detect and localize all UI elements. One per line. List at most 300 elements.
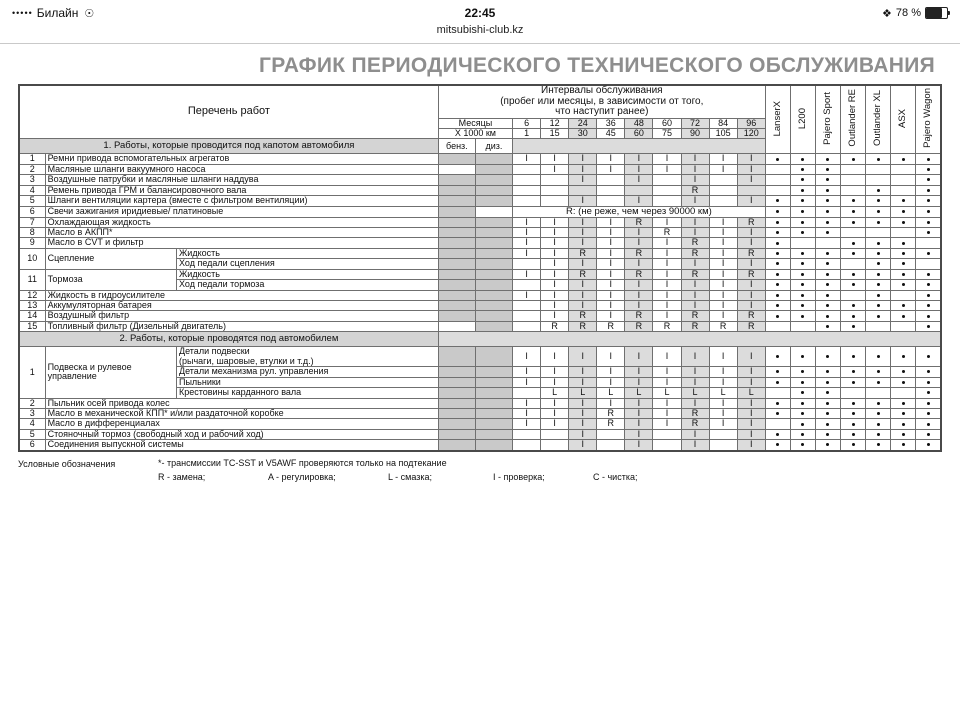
- interval-cell-empty: [709, 440, 737, 451]
- vehicle-dot: [790, 419, 815, 429]
- months-value-0: 6: [513, 118, 541, 128]
- interval-mark: I: [709, 227, 737, 237]
- legend-title: Условные обозначения: [18, 458, 116, 469]
- table-row[interactable]: [19, 398, 941, 408]
- table-row[interactable]: [19, 248, 941, 258]
- interval-mark: I: [625, 301, 653, 311]
- interval-mark: I: [625, 290, 653, 300]
- row-number: 5: [19, 196, 45, 206]
- interval-mark: I: [625, 175, 653, 185]
- interval-cell-empty: [513, 280, 541, 290]
- interval-mark: I: [541, 248, 569, 258]
- vehicle-dot-empty: [841, 185, 866, 195]
- interval-mark: I: [737, 290, 765, 300]
- interval-mark: I: [541, 398, 569, 408]
- vehicle-dot-empty: [765, 419, 790, 429]
- row-label: Масляные шланги вакуумного насоса: [45, 164, 438, 174]
- fuel-diesel-cell: [475, 164, 512, 174]
- vehicle-dot: [841, 311, 866, 321]
- interval-mark: I: [625, 367, 653, 377]
- row-sublabel: Пыльники: [176, 377, 438, 387]
- vehicle-dot: [765, 259, 790, 269]
- vehicle-dot-empty: [841, 259, 866, 269]
- vehicle-dot: [866, 398, 891, 408]
- interval-mark: I: [625, 280, 653, 290]
- legend-key-a: A - регулировка;: [268, 471, 336, 482]
- interval-cell-empty: [513, 311, 541, 321]
- interval-cell-empty: [513, 164, 541, 174]
- row-label: Подвеска и рулевое управление: [45, 347, 176, 398]
- interval-mark: I: [653, 259, 681, 269]
- vehicle-dot-empty: [765, 164, 790, 174]
- row-label: Соединения выпускной системы: [45, 440, 438, 451]
- interval-mark: I: [625, 347, 653, 367]
- table-row[interactable]: [19, 301, 941, 311]
- vehicle-dot: [790, 196, 815, 206]
- fuel-petrol-cell: [438, 290, 475, 300]
- works-header: Перечень работ: [19, 85, 438, 139]
- fuel-petrol-cell: [438, 196, 475, 206]
- vehicle-dot: [841, 429, 866, 439]
- vehicle-dot: [916, 311, 941, 321]
- table-row[interactable]: [19, 217, 941, 227]
- vehicle-dot: [841, 196, 866, 206]
- vehicle-dot: [765, 206, 790, 217]
- interval-cell-empty: [709, 185, 737, 195]
- interval-mark: I: [597, 217, 625, 227]
- vehicle-dot: [815, 217, 840, 227]
- legend-key-i: I - проверка;: [493, 471, 545, 482]
- clock-label: 22:45: [464, 6, 496, 20]
- vehicle-dot: [916, 440, 941, 451]
- interval-mark: R: [541, 321, 569, 331]
- row-number: 12: [19, 290, 45, 300]
- interval-mark: I: [569, 440, 597, 451]
- interval-mark: I: [625, 408, 653, 418]
- fuel-petrol-cell: [438, 217, 475, 227]
- vehicle-dot: [790, 367, 815, 377]
- row-label: Ремень привода ГРМ и балансировочного вала: [45, 185, 438, 195]
- fuel-diesel-cell: [475, 217, 512, 227]
- vehicle-dot: [765, 311, 790, 321]
- row-sublabel: Крестовины карданного вала: [176, 388, 438, 398]
- interval-mark: I: [653, 377, 681, 387]
- vehicle-dot: [866, 377, 891, 387]
- interval-mark: I: [625, 164, 653, 174]
- interval-mark: I: [513, 269, 541, 279]
- interval-mark: I: [569, 175, 597, 185]
- interval-cell-empty: [653, 185, 681, 195]
- interval-mark: I: [597, 311, 625, 321]
- fuel-petrol-cell: [438, 301, 475, 311]
- legend-body: [158, 458, 942, 482]
- vehicle-dot: [815, 206, 840, 217]
- interval-cell-empty: [513, 196, 541, 206]
- table-row[interactable]: [19, 408, 941, 418]
- interval-mark: I: [709, 301, 737, 311]
- row-label: Воздушный фильтр: [45, 311, 438, 321]
- interval-mark: I: [597, 238, 625, 248]
- vehicle-dot: [765, 269, 790, 279]
- vehicle-dot: [866, 419, 891, 429]
- vehicle-dot: [815, 185, 840, 195]
- vehicle-dot: [916, 185, 941, 195]
- vehicle-dot: [815, 419, 840, 429]
- row-label: Свечи зажигания иридиевые/ платиновые: [45, 206, 438, 217]
- row-number: 15: [19, 321, 45, 331]
- vehicle-dot: [891, 301, 916, 311]
- vehicle-dot: [916, 367, 941, 377]
- vehicle-dot: [815, 227, 840, 237]
- interval-cell-empty: [653, 429, 681, 439]
- vehicle-dot-empty: [765, 185, 790, 195]
- months-value-8: 96: [737, 118, 765, 128]
- interval-cell-empty: [569, 185, 597, 195]
- row-label: Ремни привода вспомогательных агрегатов: [45, 154, 438, 164]
- vehicle-dot-empty: [866, 388, 891, 398]
- intervals-header-line1: Интервалы обслуживания: [541, 85, 663, 96]
- vehicle-dot: [815, 408, 840, 418]
- interval-mark: I: [737, 377, 765, 387]
- row-label: Масло в дифференциалах: [45, 419, 438, 429]
- vehicle-dot: [916, 398, 941, 408]
- interval-mark: I: [513, 367, 541, 377]
- interval-mark: I: [513, 377, 541, 387]
- interval-mark: I: [737, 398, 765, 408]
- table-row[interactable]: [19, 196, 941, 206]
- row-number: 10: [19, 248, 45, 269]
- vehicle-dot-empty: [765, 388, 790, 398]
- vehicle-dot: [916, 248, 941, 258]
- fuel-petrol-cell: [438, 259, 475, 269]
- interval-mark: I: [569, 419, 597, 429]
- vehicle-dot: [866, 429, 891, 439]
- row-number: 6: [19, 440, 45, 451]
- interval-mark: I: [737, 196, 765, 206]
- interval-mark: I: [653, 419, 681, 429]
- row-number: 3: [19, 408, 45, 418]
- interval-mark: I: [541, 164, 569, 174]
- table-row[interactable]: [19, 185, 941, 195]
- interval-mark: I: [569, 164, 597, 174]
- interval-mark: R: [681, 408, 709, 418]
- interval-mark: I: [709, 164, 737, 174]
- interval-mark: R: [737, 248, 765, 258]
- fuel-diesel-cell: [475, 248, 512, 258]
- table-row[interactable]: [19, 290, 941, 300]
- table-row[interactable]: [19, 175, 941, 185]
- interval-cell-empty: [513, 388, 541, 398]
- fuel-diesel-cell: [475, 301, 512, 311]
- table-row[interactable]: [19, 440, 941, 451]
- vehicle-dot-empty: [891, 175, 916, 185]
- vehicle-column-lanserx: LanserX: [765, 85, 790, 154]
- table-row[interactable]: [19, 419, 941, 429]
- interval-mark: I: [653, 238, 681, 248]
- vehicle-dot-empty: [866, 321, 891, 331]
- interval-mark: I: [513, 238, 541, 248]
- interval-mark: I: [569, 301, 597, 311]
- fuel-petrol-cell: [438, 227, 475, 237]
- row-label: Охлаждающая жидкость: [45, 217, 438, 227]
- interval-mark: R: [569, 321, 597, 331]
- row-number: 7: [19, 217, 45, 227]
- fuel-diesel-cell: [475, 398, 512, 408]
- fuel-petrol-cell: [438, 238, 475, 248]
- fuel-diesel-cell: [475, 321, 512, 331]
- intervals-header: [438, 85, 765, 118]
- interval-mark: I: [625, 419, 653, 429]
- interval-merged-note: R: (не реже, чем через 90000 км): [513, 206, 766, 217]
- interval-cell-empty: [541, 196, 569, 206]
- km-value-3: 45: [597, 128, 625, 138]
- months-label: Месяцы: [438, 118, 512, 128]
- vehicle-dot: [841, 398, 866, 408]
- vehicle-dot: [916, 377, 941, 387]
- interval-mark: L: [597, 388, 625, 398]
- interval-mark: L: [541, 388, 569, 398]
- fuel-petrol-cell: [438, 377, 475, 387]
- interval-mark: I: [653, 290, 681, 300]
- table-row[interactable]: [19, 347, 941, 367]
- legend-keys: [158, 472, 942, 482]
- interval-mark: I: [737, 347, 765, 367]
- vehicle-dot: [841, 269, 866, 279]
- interval-mark: I: [737, 175, 765, 185]
- km-value-5: 75: [653, 128, 681, 138]
- row-number: 1: [19, 154, 45, 164]
- interval-mark: I: [541, 290, 569, 300]
- interval-mark: I: [541, 217, 569, 227]
- address-bar[interactable]: [0, 24, 960, 41]
- interval-mark: I: [597, 398, 625, 408]
- interval-mark: R: [625, 248, 653, 258]
- row-sublabel: Жидкость: [176, 248, 438, 258]
- vehicle-dot: [916, 154, 941, 164]
- vehicle-dot: [765, 347, 790, 367]
- interval-mark: I: [709, 408, 737, 418]
- interval-mark: I: [681, 347, 709, 367]
- interval-mark: I: [737, 227, 765, 237]
- vehicle-dot: [790, 217, 815, 227]
- vehicle-dot: [891, 429, 916, 439]
- interval-mark: R: [625, 217, 653, 227]
- interval-mark: I: [569, 367, 597, 377]
- fuel-petrol-cell: [438, 440, 475, 451]
- row-label: Шланги вентиляции картера (вместе с фильтром вентиляции): [45, 196, 438, 206]
- interval-mark: R: [625, 321, 653, 331]
- row-label: Воздушные патрубки и масляные шланги наддува: [45, 175, 438, 185]
- vehicle-dot: [765, 377, 790, 387]
- legend: [18, 458, 942, 482]
- row-sublabel: Ход педали тормоза: [176, 280, 438, 290]
- vehicle-dot: [866, 259, 891, 269]
- vehicle-column-pajero-sport: Pajero Sport: [815, 85, 840, 154]
- interval-cell-empty: [541, 175, 569, 185]
- interval-mark: I: [681, 367, 709, 377]
- vehicle-dot: [866, 185, 891, 195]
- interval-mark: R: [597, 408, 625, 418]
- vehicle-dot: [891, 311, 916, 321]
- vehicle-dot: [891, 248, 916, 258]
- months-value-7: 84: [709, 118, 737, 128]
- table-row[interactable]: [19, 429, 941, 439]
- interval-mark: L: [569, 388, 597, 398]
- vehicle-dot-empty: [765, 321, 790, 331]
- interval-mark: I: [653, 311, 681, 321]
- table-row[interactable]: [19, 164, 941, 174]
- interval-mark: I: [681, 429, 709, 439]
- vehicle-dot-empty: [916, 238, 941, 248]
- row-sublabel: Жидкость: [176, 269, 438, 279]
- interval-mark: I: [709, 398, 737, 408]
- vehicle-dot: [765, 227, 790, 237]
- row-number: 4: [19, 419, 45, 429]
- interval-mark: I: [681, 217, 709, 227]
- row-label: Аккумуляторная батарея: [45, 301, 438, 311]
- vehicle-dot: [765, 301, 790, 311]
- vehicle-dot: [790, 347, 815, 367]
- interval-mark: I: [597, 301, 625, 311]
- vehicle-dot: [916, 290, 941, 300]
- interval-mark: R: [653, 321, 681, 331]
- interval-mark: I: [513, 408, 541, 418]
- row-number: 1: [19, 347, 45, 398]
- row-number: 3: [19, 175, 45, 185]
- interval-mark: R: [681, 311, 709, 321]
- vehicle-dot: [790, 206, 815, 217]
- interval-mark: R: [709, 321, 737, 331]
- vehicle-dot: [891, 367, 916, 377]
- interval-cell-empty: [513, 175, 541, 185]
- table-row[interactable]: [19, 227, 941, 237]
- vehicle-dot: [841, 367, 866, 377]
- row-label: Пыльник осей привода колес: [45, 398, 438, 408]
- vehicle-dot: [790, 164, 815, 174]
- km-value-4: 60: [625, 128, 653, 138]
- vehicle-dot: [815, 248, 840, 258]
- table-row[interactable]: [19, 206, 941, 217]
- fuel-diesel-cell: [475, 238, 512, 248]
- section-title-2: 2. Работы, которые проводятся под автомобилем: [19, 332, 438, 347]
- vehicle-dot: [891, 269, 916, 279]
- row-number: 5: [19, 429, 45, 439]
- months-value-6: 72: [681, 118, 709, 128]
- interval-cell-empty: [597, 429, 625, 439]
- interval-mark: I: [541, 311, 569, 321]
- signal-strength-icon: •••••: [12, 7, 33, 18]
- fuel-petrol-cell: [438, 347, 475, 367]
- vehicle-dot-empty: [866, 227, 891, 237]
- vehicle-dot: [815, 196, 840, 206]
- table-row[interactable]: [19, 238, 941, 248]
- table-head: [19, 85, 941, 154]
- interval-mark: I: [709, 217, 737, 227]
- vehicle-dot: [790, 280, 815, 290]
- vehicle-dot: [815, 347, 840, 367]
- row-number: 6: [19, 206, 45, 217]
- vehicle-dot: [790, 398, 815, 408]
- vehicle-dot: [866, 280, 891, 290]
- interval-cell-empty: [513, 321, 541, 331]
- interval-mark: I: [569, 398, 597, 408]
- vehicle-dot-empty: [841, 388, 866, 398]
- vehicle-dot: [790, 290, 815, 300]
- section-header-row: [19, 332, 941, 347]
- interval-mark: L: [709, 388, 737, 398]
- row-number: 13: [19, 301, 45, 311]
- interval-mark: I: [513, 227, 541, 237]
- interval-mark: I: [709, 419, 737, 429]
- interval-cell-empty: [513, 429, 541, 439]
- interval-mark: I: [569, 280, 597, 290]
- table-row[interactable]: [19, 321, 941, 331]
- table-row[interactable]: [19, 154, 941, 164]
- fuel-diesel-cell: [475, 185, 512, 195]
- interval-mark: I: [653, 301, 681, 311]
- interval-mark: I: [709, 311, 737, 321]
- fuel-petrol-cell: [438, 154, 475, 164]
- interval-mark: I: [625, 238, 653, 248]
- interval-mark: R: [737, 217, 765, 227]
- bluetooth-icon: ❖: [882, 7, 892, 20]
- interval-mark: I: [709, 269, 737, 279]
- interval-mark: I: [709, 238, 737, 248]
- status-bar-left: [12, 6, 94, 20]
- fuel-petrol-cell: [438, 248, 475, 258]
- interval-mark: I: [681, 227, 709, 237]
- vehicle-dot: [815, 398, 840, 408]
- row-sublabel: [176, 347, 438, 367]
- row-number: 2: [19, 164, 45, 174]
- interval-mark: I: [737, 367, 765, 377]
- row-number: 11: [19, 269, 45, 290]
- vehicle-dot: [866, 154, 891, 164]
- interval-mark: I: [737, 238, 765, 248]
- vehicle-dot: [765, 154, 790, 164]
- vehicle-dot: [916, 429, 941, 439]
- interval-cell-empty: [653, 196, 681, 206]
- vehicle-dot: [815, 367, 840, 377]
- fuel-petrol-cell: [438, 280, 475, 290]
- interval-mark: R: [597, 321, 625, 331]
- vehicle-dot: [916, 347, 941, 367]
- interval-mark: I: [653, 408, 681, 418]
- vehicle-dot: [790, 175, 815, 185]
- km-label: X 1000 км: [438, 128, 512, 138]
- vehicle-dot: [790, 301, 815, 311]
- fuel-diesel-cell: [475, 377, 512, 387]
- vehicle-dot-empty: [916, 259, 941, 269]
- table-row[interactable]: [19, 269, 941, 279]
- table-row[interactable]: [19, 311, 941, 321]
- row-label: Масло в механической КПП* и/или раздаточной коробке: [45, 408, 438, 418]
- interval-mark: I: [653, 269, 681, 279]
- interval-mark: I: [681, 164, 709, 174]
- fuel-petrol-cell: [438, 269, 475, 279]
- vehicle-column-outlander-re: Outlander RE: [841, 85, 866, 154]
- interval-cell-empty: [513, 259, 541, 269]
- vehicle-dot: [841, 347, 866, 367]
- interval-mark: I: [681, 440, 709, 451]
- interval-mark: R: [681, 321, 709, 331]
- vehicle-dot: [916, 280, 941, 290]
- interval-mark: I: [597, 227, 625, 237]
- vehicle-dot: [866, 408, 891, 418]
- vehicle-dot: [765, 408, 790, 418]
- vehicle-dot-empty: [841, 227, 866, 237]
- interval-mark: I: [709, 347, 737, 367]
